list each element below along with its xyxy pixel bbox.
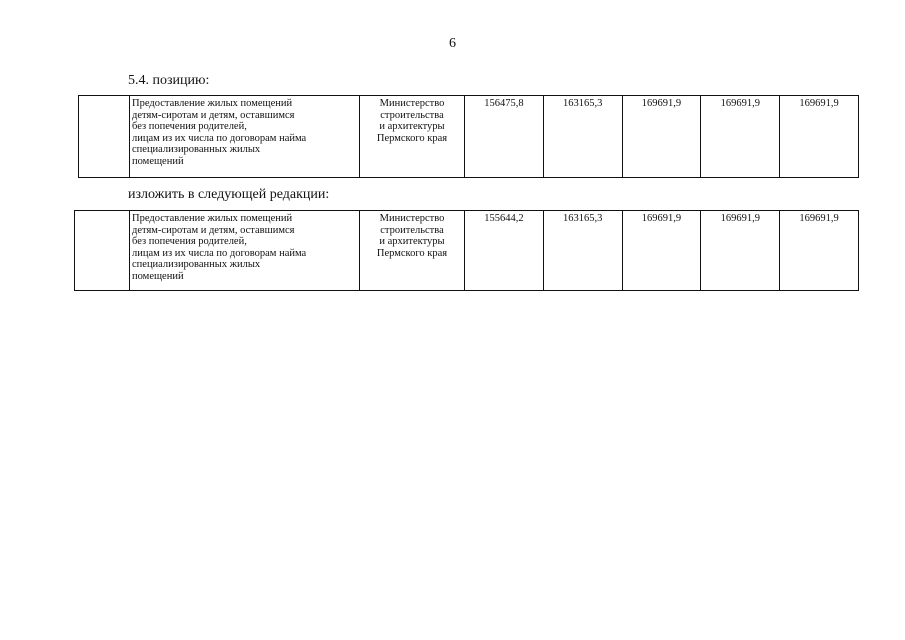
description-line: без попечения родителей, bbox=[132, 121, 247, 132]
organization-line: Пермского края bbox=[376, 132, 448, 144]
description-line: помещений bbox=[132, 270, 184, 282]
table-row bbox=[79, 96, 859, 178]
organization-line: и архитектуры bbox=[379, 236, 445, 247]
old-position-table bbox=[78, 95, 859, 178]
description-line: лицам из их числа по договорам найма bbox=[132, 132, 307, 144]
value-cell: 169691,9 bbox=[780, 211, 859, 291]
value-cell: 163165,3 bbox=[543, 96, 622, 178]
value-cell: 169691,9 bbox=[701, 211, 780, 291]
description-line: специализированных жилых bbox=[132, 144, 261, 155]
description-line: без попечения родителей, bbox=[132, 236, 247, 247]
organization-cell bbox=[360, 96, 465, 178]
organization-line: Пермского края bbox=[376, 247, 448, 259]
page-number: 6 bbox=[449, 36, 456, 51]
value-cell: 156475,8 bbox=[465, 96, 544, 178]
description-line: детям-сиротам и детям, оставшимся bbox=[132, 224, 295, 236]
description-cell bbox=[130, 211, 360, 291]
description-line: детям-сиротам и детям, оставшимся bbox=[132, 109, 295, 121]
new-position-table bbox=[74, 210, 859, 291]
value-cell: 155644,2 bbox=[465, 211, 544, 291]
value-cell: 169691,9 bbox=[622, 211, 701, 291]
section-heading: 5.4. позицию: bbox=[128, 73, 210, 88]
organization-line: Министерство bbox=[379, 213, 445, 224]
organization-line: строительства bbox=[380, 224, 444, 236]
new-wording-heading: изложить в следующей редакции: bbox=[128, 187, 330, 202]
organization-line: строительства bbox=[380, 109, 444, 121]
value-cell: 169691,9 bbox=[701, 96, 780, 178]
empty-cell bbox=[75, 211, 130, 291]
description-line: помещений bbox=[132, 155, 184, 167]
value-cell: 169691,9 bbox=[622, 96, 701, 178]
value-cell: 163165,3 bbox=[543, 211, 622, 291]
description-line: специализированных жилых bbox=[132, 259, 261, 270]
table-row bbox=[75, 211, 859, 291]
organization-line: и архитектуры bbox=[379, 121, 445, 132]
empty-cell bbox=[79, 96, 130, 178]
description-line: Предоставление жилых помещений bbox=[132, 213, 293, 224]
description-line: Предоставление жилых помещений bbox=[132, 98, 293, 109]
value-cell: 169691,9 bbox=[780, 96, 859, 178]
description-cell bbox=[130, 96, 360, 178]
organization-cell bbox=[360, 211, 465, 291]
description-line: лицам из их числа по договорам найма bbox=[132, 247, 307, 259]
organization-line: Министерство bbox=[379, 98, 445, 109]
